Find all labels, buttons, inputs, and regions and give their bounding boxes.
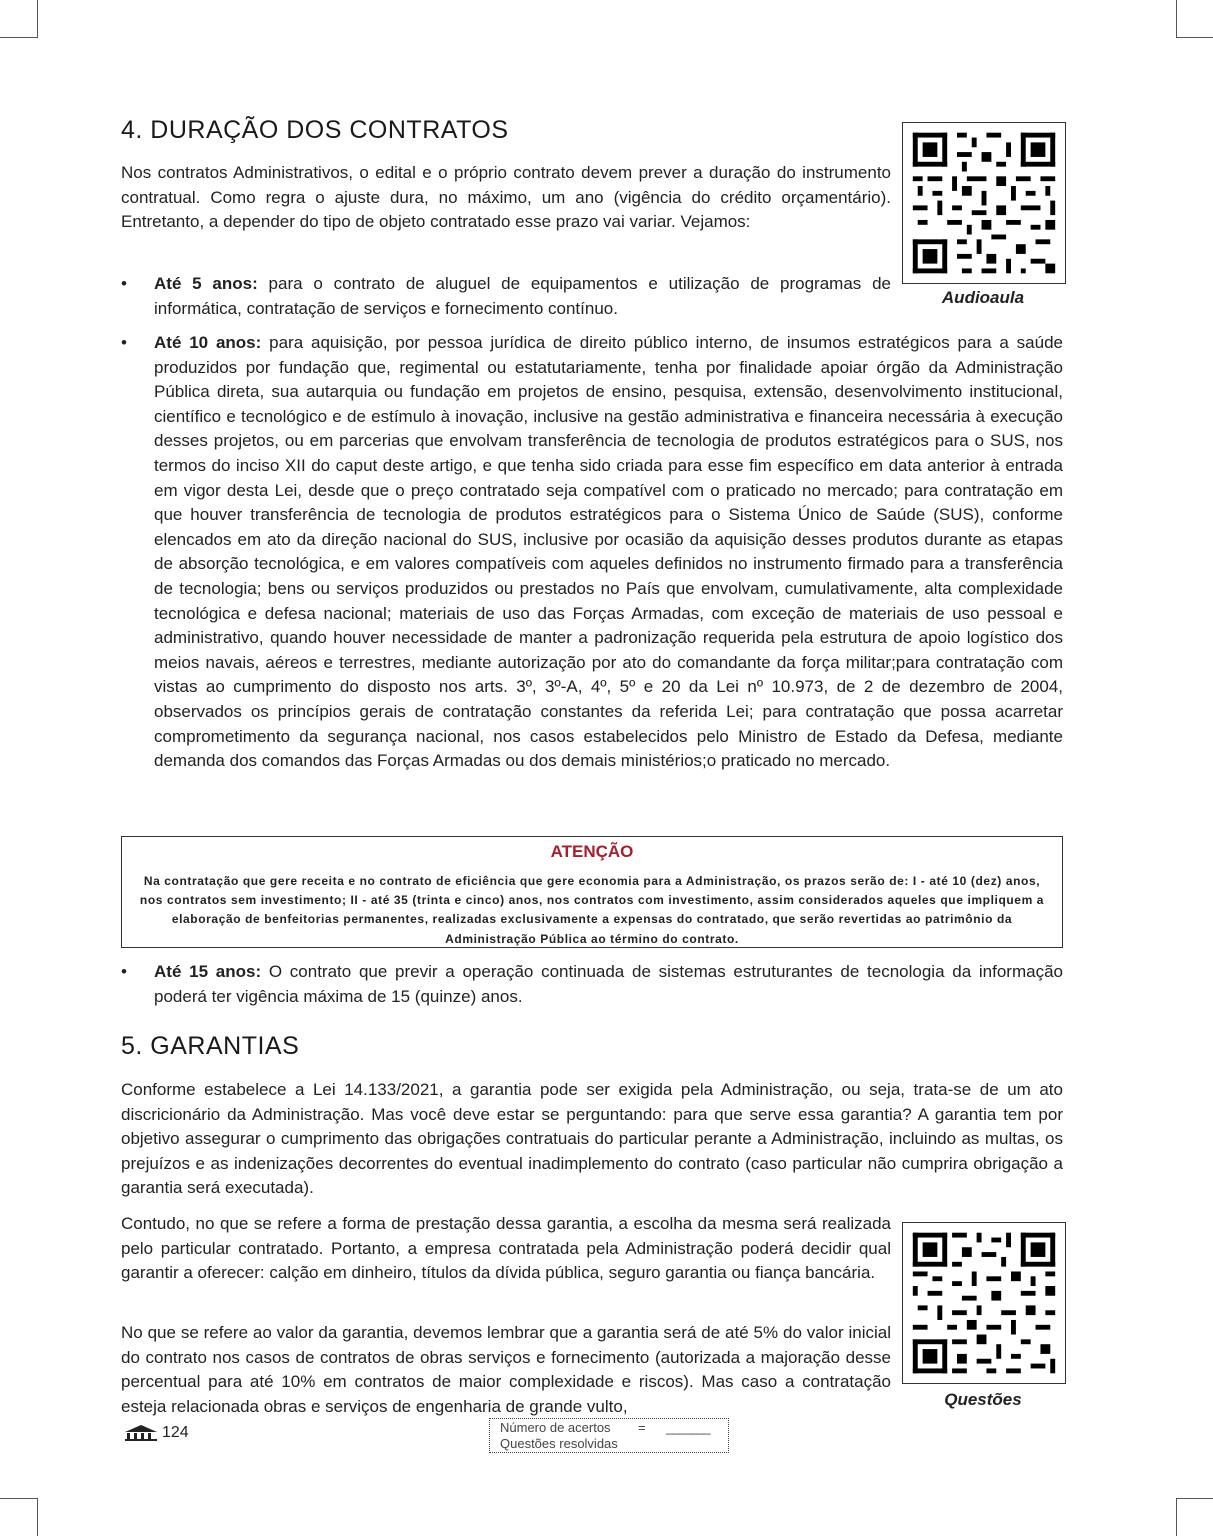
crop-mark — [0, 37, 37, 38]
crop-mark — [1176, 1498, 1177, 1536]
crop-mark — [1176, 0, 1177, 38]
bullet-icon: • — [121, 333, 127, 352]
qr-code-icon — [903, 1223, 1065, 1383]
crop-mark — [37, 1498, 38, 1536]
crop-mark — [1177, 1498, 1213, 1499]
bullet-body: para o contrato de aluguel de equipamentos e utilização de programas de informática, contratação de serviços e fornecimento contínuo. — [154, 274, 891, 318]
section-4-intro: Nos contratos Administrativos, o edital e o próprio contrato devem prever a duração do instrumento contratual. Como regra o ajuste dura, no máximo, um ano (vigência do crédito orçamentário). Entretanto, a depender do tipo de objeto contratado esse prazo vai variar. Vejamos: — [121, 163, 891, 232]
counter-label-resolved: Questões resolvidas — [500, 1436, 618, 1451]
section-5-title: 5. GARANTIAS — [121, 1032, 300, 1060]
qr-code-icon — [903, 123, 1065, 283]
qr-code-audioaula[interactable] — [902, 122, 1066, 284]
section-4-title: 4. DURAÇÃO DOS CONTRATOS — [121, 116, 509, 144]
crop-mark — [0, 1498, 37, 1499]
bullet-label: Até 15 anos: — [154, 962, 262, 981]
section-5-paragraph-2: Contudo, no que se refere a forma de prestação dessa garantia, a escolha da mesma será realizada pelo particular contratado. Portanto, a empresa contratada pela Administração poderá decidir qual garantir a oferecer: calção em dinheiro, títulos da dívida pública, seguro garantia ou fiança bancária. — [121, 1214, 891, 1283]
bullet-text — [154, 331, 1063, 774]
bullet-text — [154, 272, 891, 321]
attention-text: Na contratação que gere receita e no contrato de eficiência que gere economia para a Administração, os prazos serão de: I - até 10 (dez) anos, nos contratos sem investimento; II - até 35 (trinta e cinco) anos, nos contratos com investimento, assim considerados aqueles que impliquem a elaboração de benfeitorias permanentes, realizadas exclusivamente a expensas do contratado, que serão revertidas ao patrimônio da Administração Pública ao término do contrato. — [139, 874, 1045, 946]
bullet-body: para aquisição, por pessoa jurídica de direito público interno, de insumos estratégicos para a saúde produzidos por fundação que, regimental ou estatutariamente, tenha por finalidade apoiar órgão da Administração Pública direta, sua autarquia ou fundação em projetos de ensino, pesquisa, extensão, desenvolvimento institucional, científico e tecnológico e de estímulo à inovação, inclusive na gestão administrativa e financeira necessária à execução desses projetos, ou em parcerias que envolvam transferência de tecnologia de produtos estratégicos para o SUS, nos termos do inciso XII do caput deste artigo, e que tenha sido criada para esse fim específico em data anterior à entrada em vigor desta Lei, desde que o preço contratado seja compatível com o praticado no mercado; para contratação em que houver transferência de tecnologia de produtos estratégicos para o Sistema Único de Saúde (SUS), conforme elencados em ato da direção nacional do SUS, inclusive por ocasião da aquisição desses produtos durante as etapas de absorção tecnológica, e em valores compatíveis com aqueles definidos no instrumento firmado para a transferência de tecnologia; bens ou serviços produzidos ou prestados no País que envolvam, cumulativamente, alta complexidade tecnológica e defesa nacional; materiais de uso das Forças Armadas, com exceção de materiais de uso pessoal e administrativo, quando houver necessidade de manter a padronização requerida pela estrutura de apoio logístico dos meios navais, aéreos e terrestres, mediante autorização por ato do comandante da força militar;para contratação com vistas ao cumprimento do disposto nos arts. 3º, 3º-A, 4º, 5º e 20 da Lei nº 10.973, de 2 de dezembro de 2004, observados os princípios gerais de contratação constantes da referida Lei; para contratação que possa acarretar comprometimento da segurança nacional, nos casos estabelecidos pelo Ministro de Estado da Defesa, mediante demanda dos comandos das Forças Armadas ou dos demais ministérios;o praticado no mercado. — [154, 333, 1063, 771]
section-5-paragraph-3: No que se refere ao valor da garantia, devemos lembrar que a garantia será de até 5% do valor inicial do contrato nos casos de contratos de obras serviços e fornecimento (autorizada a majoração desse percentual para até 10% em contratos de maior complexidade e riscos). Mas caso a contratação esteja relacionada obras e serviços de engenharia de grande vulto, — [121, 1323, 891, 1416]
counter-label-correct: Número de acertos — [500, 1420, 611, 1435]
score-counter-box — [489, 1418, 729, 1453]
counter-equals: = — [638, 1420, 646, 1435]
qr-code-questoes[interactable] — [902, 1222, 1066, 1384]
page-number: 124 — [162, 1424, 189, 1441]
crop-mark — [1177, 37, 1213, 38]
bullet-text — [154, 960, 1063, 1009]
publisher-logo-icon — [124, 1424, 158, 1442]
counter-blank-field[interactable]: _______ — [666, 1420, 710, 1435]
section-5-paragraph-1: Conforme estabelece a Lei 14.133/2021, a garantia pode ser exigida pela Administração, ou seja, trata-se de um ato discricionário da Administração. Mas você deve estar se perguntando: para que serve essa garantia? A garantia tem por objetivo assegurar o cumprimento das obrigações contratuais do particular perante a Administração, incluindo as multas, os prejuízos e as indenizações decorrentes do eventual inadimplemento do contrato (caso particular não cumprira obrigação a garantia será executada). — [121, 1080, 1063, 1198]
attention-box — [121, 836, 1063, 948]
attention-title: ATENÇÃO — [550, 842, 634, 861]
bullet-icon: • — [121, 274, 127, 293]
qr-caption-questoes: Questões — [944, 1390, 1022, 1409]
bullet-label: Até 5 anos: — [154, 274, 258, 293]
bullet-label: Até 10 anos: — [154, 333, 262, 352]
bullet-icon: • — [121, 962, 127, 981]
qr-caption-audioaula: Audioaula — [941, 288, 1025, 307]
bullet-body: O contrato que previr a operação continuada de sistemas estruturantes de tecnologia da informação poderá ter vigência máxima de 15 (quinze) anos. — [154, 962, 1063, 1006]
crop-mark — [37, 0, 38, 38]
